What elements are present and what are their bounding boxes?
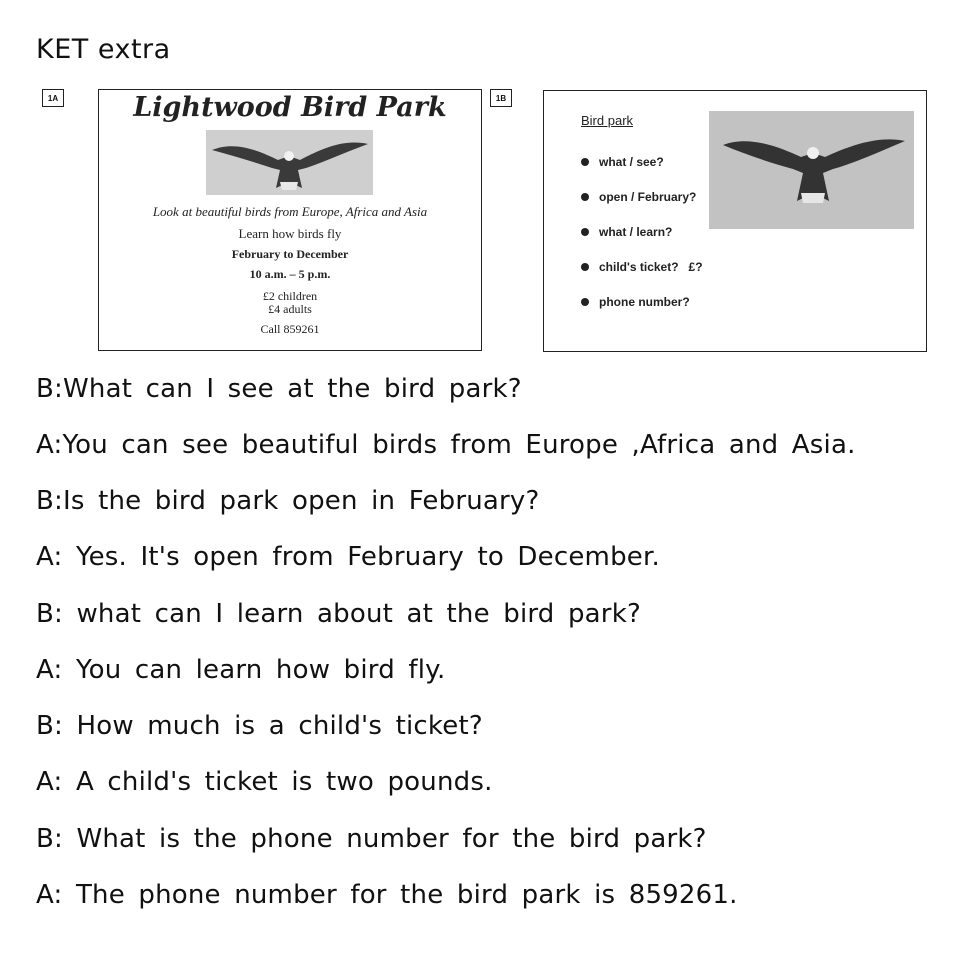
card-b-item-label: open / February? xyxy=(599,190,697,204)
card-b-item-label: what / learn? xyxy=(599,225,673,239)
card-b-item xyxy=(581,225,672,239)
card-a-line: Look at beautiful birds from Europe, Africa and Asia xyxy=(152,204,428,219)
dialogue-line: B: What is the phone number for the bird park? xyxy=(36,824,707,854)
dialogue-line: B: How much is a child's ticket? xyxy=(36,711,483,741)
card-a-tag: 1A xyxy=(42,89,64,107)
bullet-icon xyxy=(581,193,589,201)
card-b-item xyxy=(581,155,664,169)
page-title: KET extra xyxy=(36,34,171,65)
eagle-photo xyxy=(709,111,914,229)
card-b-title: Bird park xyxy=(581,113,634,128)
eagle-photo xyxy=(206,130,373,195)
card-b-item xyxy=(581,260,703,274)
card-b-item xyxy=(581,295,690,309)
card-b-item-label: child's ticket? £? xyxy=(599,260,703,274)
dialogue-line: A: The phone number for the bird park is 859261. xyxy=(36,880,738,910)
card-a-line: February to December xyxy=(231,247,349,261)
card-b-item-label: phone number? xyxy=(599,295,690,309)
dialogue-line: B:What can I see at the bird park? xyxy=(36,374,522,404)
bullet-icon xyxy=(581,298,589,306)
card-a-line: Learn how birds fly xyxy=(238,226,342,241)
dialogue-line: A: You can learn how bird fly. xyxy=(36,655,446,685)
bullet-icon xyxy=(581,228,589,236)
dialogue-line: A: A child's ticket is two pounds. xyxy=(36,767,493,797)
card-a-line: Call 859261 xyxy=(260,322,320,336)
card-b-tag: 1B xyxy=(490,89,512,107)
card-a-line: 10 a.m. – 5 p.m. xyxy=(249,267,331,281)
dialogue-line: B:Is the bird park open in February? xyxy=(36,486,540,516)
card-a xyxy=(98,89,482,351)
dialogue-line: A:You can see beautiful birds from Europe ,Africa and Asia. xyxy=(36,430,856,460)
card-b-item xyxy=(581,190,696,204)
bullet-icon xyxy=(581,263,589,271)
card-a-line: £4 adults xyxy=(268,302,312,316)
card-b-item-label: what / see? xyxy=(599,155,664,169)
dialogue-line: B: what can I learn about at the bird park? xyxy=(36,599,641,629)
card-a-line: £2 children xyxy=(262,289,318,303)
bullet-icon xyxy=(581,158,589,166)
card-a-title: Lightwood Bird Park xyxy=(133,92,447,123)
card-b xyxy=(543,90,927,352)
dialogue-line: A: Yes. It's open from February to December. xyxy=(36,542,660,572)
